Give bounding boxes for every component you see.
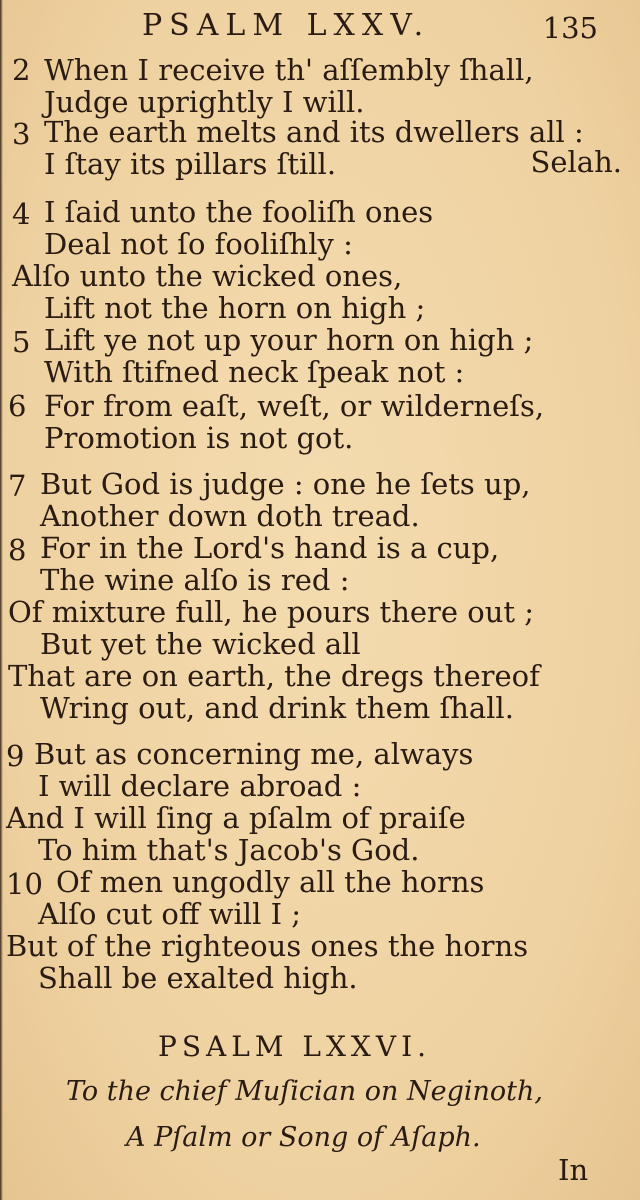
verse-line: Lift ye not up your horn on high ; bbox=[44, 323, 534, 357]
verse-line: But of the righteous ones the horns bbox=[6, 929, 529, 963]
verse-line: And I will ſing a pſalm of praiſe bbox=[6, 801, 466, 835]
next-psalm-subtitle-2: A Pſalm or Song of Aſaph. bbox=[126, 1122, 481, 1153]
verse-line: Of mixture full, he pours there out ; bbox=[8, 595, 535, 629]
verse-line: Another down doth tread. bbox=[40, 499, 420, 533]
verse-number-6: 6 bbox=[8, 389, 27, 423]
verse-number-7: 7 bbox=[8, 469, 27, 503]
verse-line: For in the Lord's hand is a cup, bbox=[40, 531, 500, 565]
verse-line: Deal not ſo fooliſhly : bbox=[44, 227, 353, 261]
verse-line: Shall be exalted high. bbox=[38, 961, 358, 995]
verse-line: When I receive th' aſſembly ſhall, bbox=[44, 53, 534, 87]
verse-number-2: 2 bbox=[12, 53, 31, 87]
verse-line: For from eaſt, weſt, or wilderneſs, bbox=[44, 389, 545, 423]
verse-line: Lift not the horn on high ; bbox=[44, 291, 426, 325]
verse-number-8: 8 bbox=[8, 533, 27, 567]
running-header-title: PSALM LXXV. bbox=[142, 8, 431, 43]
verse-line: But yet the wicked all bbox=[40, 627, 361, 661]
verse-line: But as concerning me, always bbox=[34, 737, 474, 771]
verse-line: I ſaid unto the fooliſh ones bbox=[44, 195, 434, 229]
verse-line: Wring out, and drink them ſhall. bbox=[40, 691, 514, 725]
verse-line: Of men ungodly all the horns bbox=[56, 865, 485, 899]
verse-number-5: 5 bbox=[12, 325, 31, 359]
catchword: In bbox=[558, 1153, 589, 1187]
verse-line: Alſo unto the wicked ones, bbox=[12, 259, 403, 293]
verse-line: Promotion is not got. bbox=[44, 421, 354, 455]
page-binding-edge bbox=[0, 0, 3, 1200]
next-psalm-title: PSALM LXXVI. bbox=[158, 1030, 432, 1063]
verse-number-4: 4 bbox=[12, 197, 31, 231]
verse-number-10: 10 bbox=[6, 867, 43, 901]
page-number: 135 bbox=[542, 11, 598, 45]
verse-line: The wine alſo is red : bbox=[40, 563, 350, 597]
verse-line: To him that's Jacob's God. bbox=[38, 833, 420, 867]
verse-line: I will declare abroad : bbox=[38, 769, 362, 803]
verse-number-3: 3 bbox=[12, 117, 31, 151]
next-psalm-subtitle-1: To the chief Muſician on Neginoth, bbox=[66, 1076, 543, 1107]
verse-number-9: 9 bbox=[6, 739, 25, 773]
verse-line: But God is judge : one he ſets up, bbox=[40, 467, 531, 501]
verse-line: The earth melts and its dwellers all : bbox=[44, 115, 584, 149]
selah-mark: Selah. bbox=[530, 145, 622, 179]
verse-line: That are on earth, the dregs thereof bbox=[8, 659, 540, 693]
verse-line: Judge uprightly I will. bbox=[44, 85, 365, 119]
verse-line: With ſtifned neck ſpeak not : bbox=[44, 355, 465, 389]
verse-line: Alſo cut off will I ; bbox=[38, 897, 302, 931]
verse-line: I ſtay its pillars ſtill. bbox=[44, 147, 337, 181]
